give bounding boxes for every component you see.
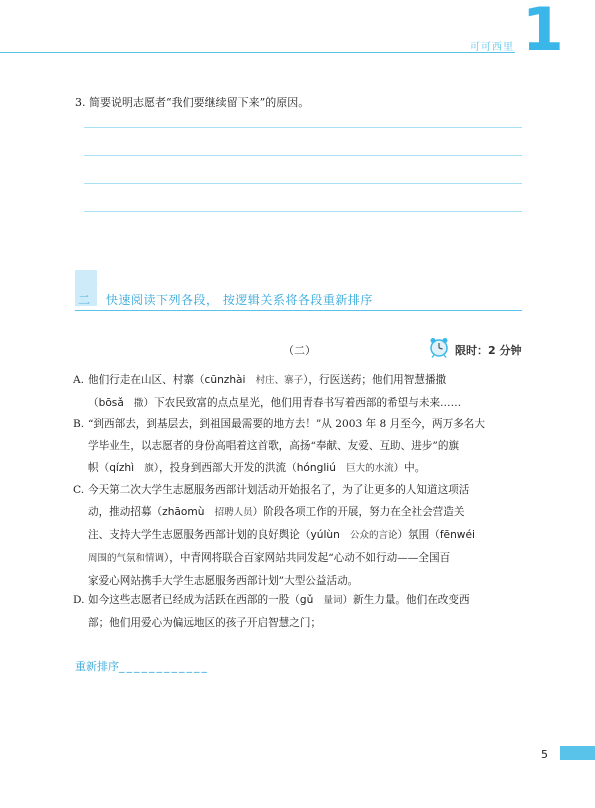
page-number: 5	[541, 748, 548, 761]
time-limit: 限时：2 分钟	[455, 344, 522, 357]
pinyin: zhāomù	[162, 506, 205, 518]
text-line: 学毕业生，以志愿者的身份高唱着这首歌，高扬“奉献、友爱、互助、进步”的旗	[88, 440, 460, 452]
text-run: ），投身到西部大开发的洪流（	[153, 462, 297, 474]
text-run: ），行医送药；他们用智慧播撒	[303, 374, 447, 386]
text-run: 动，推动招募（	[88, 506, 163, 518]
question-3: 3. 简要说明志愿者“我们要继续留下来”的原因。	[75, 96, 310, 109]
gloss: 撒	[133, 398, 144, 409]
pinyin: gǔ	[299, 594, 314, 606]
gloss: 公众的言论	[349, 530, 398, 541]
chapter-number: 1	[522, 0, 564, 65]
pinyin: yúlùn	[310, 529, 340, 541]
answer-line	[84, 127, 522, 128]
paragraph-label: D.	[73, 594, 85, 606]
pinyin: cūnzhài	[204, 374, 246, 386]
paragraph-d	[73, 589, 525, 634]
text-run: “到西部去，到基层去，到祖国最需要的地方去！”从 2003 年 8 月至今，两万多名大	[88, 418, 485, 430]
gloss: 巨大的水流	[346, 463, 394, 474]
text-run: 今天第二次大学生志愿服务西部计划活动开始报名了，为了让更多的人知道这项活	[88, 484, 470, 496]
text-run: ）氛围（	[397, 529, 440, 541]
answer-line	[84, 211, 522, 212]
text-run: ）阶段各项工作的开展，努力在全社会营造关	[252, 506, 465, 518]
answer-line	[84, 155, 522, 156]
text-line: 家爱心网站携手大学生志愿服务西部计划”大型公益活动。	[88, 575, 359, 587]
answer-line	[84, 183, 522, 184]
header-title: 可可西里	[470, 42, 514, 53]
pinyin: hóngliú	[296, 462, 336, 474]
gloss: 招聘人员	[214, 507, 253, 518]
text-line: 部；他们用爱心为偏远地区的孩子开启智慧之门；	[88, 617, 322, 629]
paragraph-label: B.	[73, 418, 85, 430]
gloss: 周围的气氛和情调	[88, 553, 165, 564]
section-number: 二	[78, 293, 91, 307]
text-run: 如今这些志愿者已经成为活跃在西部的一股（	[88, 594, 300, 606]
alarm-clock-icon	[428, 336, 450, 358]
paragraph-label: A.	[73, 374, 85, 386]
text-run: ）下农民致富的点点星光，他们用青春书写着西部的希望与未来……	[143, 397, 462, 409]
paragraph-label: C.	[73, 484, 85, 496]
text-run: （	[88, 397, 99, 409]
paragraph-b	[73, 413, 525, 480]
page-tab	[560, 746, 595, 760]
paragraph-c	[73, 479, 525, 592]
reorder-blank[interactable]: ____________	[119, 660, 209, 673]
subheading: （二）	[283, 344, 316, 357]
reorder-label: 重新排序	[75, 660, 119, 673]
pinyin: qízhì	[109, 462, 135, 474]
text-run: 注、支持大学生志愿服务西部计划的良好舆论（	[88, 529, 311, 541]
pinyin: bōsǎ	[98, 397, 124, 409]
gloss: 村庄、寨子	[255, 375, 304, 386]
text-run: ）中。	[393, 462, 426, 474]
text-run: ），中青网将联合百家网站共同发起“心动不如行动——全国百	[164, 552, 451, 564]
text-run: ）新生力量。他们在改变西	[342, 594, 470, 606]
pinyin: fēnwéi	[439, 529, 475, 541]
text-run: 他们行走在山区、村寨（	[88, 374, 205, 386]
gloss: 旗	[144, 463, 154, 474]
paragraph-a	[73, 369, 525, 415]
text-run: 帜（	[88, 462, 110, 474]
reorder-answer	[75, 658, 209, 674]
section-title: 快速阅读下列各段， 按逻辑关系将各段重新排序	[106, 293, 373, 307]
header-rule	[0, 52, 515, 53]
section-rule	[75, 310, 522, 311]
section-marker-notch	[88, 270, 98, 284]
gloss: 量词	[323, 595, 343, 606]
